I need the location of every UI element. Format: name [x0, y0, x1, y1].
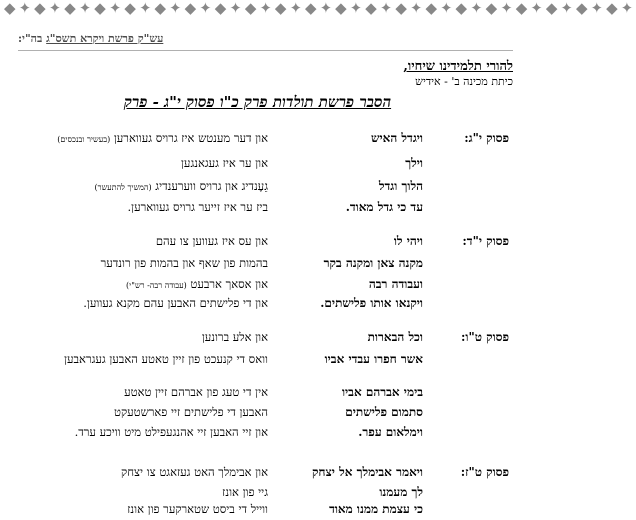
header-divider — [18, 50, 513, 51]
hebrew-phrase: וימלאום עפר. — [358, 425, 423, 439]
yiddish-translation: און אסאך ארבעט (עבודה רבה- רש"י) — [126, 277, 268, 291]
translation-note: (בעשיר ובנכסים) — [57, 135, 111, 144]
header-prefix: בה"י: — [18, 32, 43, 45]
yiddish-translation: ביז ער איז זייער גרויס געווארען. — [127, 200, 268, 214]
verse-row — [0, 179, 533, 197]
verse-row — [0, 485, 533, 503]
yiddish-translation: גֵעֶנדיג און גרויס ווערענדיג (המשיך להתעשר) — [94, 179, 268, 193]
yiddish-translation: און אבימלך האט געזאגט צו יצחק — [121, 465, 268, 479]
yiddish-translation: אין די טעג פון אברהם זיין טאטע — [124, 385, 268, 399]
verse-label: פסוק י"ג: — [464, 131, 509, 145]
verse-row — [0, 277, 533, 295]
page-title: הסבר פרשת תולדות פרק כ"ו פסוק י"ג - פרק — [123, 93, 392, 111]
hebrew-phrase: מקנה צאן ומקנה בקר — [323, 256, 423, 270]
hebrew-phrase: ויאמר אבימלך אל יצחק — [312, 465, 423, 479]
yiddish-translation: גיי פון אונז — [222, 485, 268, 499]
class-subline: כיתת מכינה ב' - אידיש — [415, 75, 513, 88]
hebrew-phrase: אשר חפרו עבדי אביו — [324, 352, 423, 366]
verse-row — [0, 156, 533, 174]
hebrew-phrase: ויגדל האיש — [371, 131, 423, 145]
hebrew-phrase: הלוך וגדל — [378, 179, 423, 193]
verse-row — [0, 330, 533, 348]
hebrew-phrase: וילך — [405, 156, 423, 170]
header-reference — [18, 32, 418, 45]
yiddish-translation: וואס די קנעכט פון זיין טאטע האבען געגראבען — [64, 352, 268, 366]
dedication: להורי תלמידינו שיחיו, — [403, 59, 513, 74]
yiddish-translation: און אלע ברונען — [201, 330, 268, 344]
verse-label: פסוק י"ד: — [462, 234, 509, 248]
verse-row — [0, 465, 533, 483]
decorative-border: ◆✦◆✦◆✦◆✦◆✦◆✦◆✦◆✦◆✦◆✦◆✦◆✦◆✦◆✦◆✦◆✦◆✦◆✦◆✦◆✦◆✦ — [4, 0, 636, 17]
yiddish-translation: און דער מענטש איז גרויס געווארען (בעשיר ובנכסים) — [57, 131, 268, 145]
verse-row — [0, 352, 533, 370]
translation-note: (עבודה רבה- רש"י) — [126, 281, 187, 290]
verse-row — [0, 502, 533, 520]
yiddish-translation: און די פלישתים האבען עהם מקנא געווען. — [83, 296, 268, 310]
hebrew-phrase: לך מעמנו — [379, 485, 423, 499]
verse-row — [0, 385, 533, 403]
yiddish-translation: בהמות פון שאף און בהמות פון רונדער — [100, 256, 268, 270]
yiddish-translation: און ער איז געגאנגען — [181, 156, 268, 170]
verse-row — [0, 425, 533, 443]
verse-row — [0, 200, 533, 218]
parsha-link[interactable]: עש"ק פרשת ויקרא תשס"ג — [46, 32, 164, 45]
verse-label: פסוק ט"ז: — [460, 465, 509, 479]
verse-row — [0, 234, 533, 252]
hebrew-phrase: ועבודה רבה — [368, 277, 423, 291]
yiddish-translation: און עס איז געווען צו עהם — [155, 234, 268, 248]
hebrew-phrase: סתמום פלישתים — [345, 405, 423, 419]
yiddish-translation: האבען די פלישתים זיי פארשטעקט — [114, 405, 268, 419]
verse-row — [0, 405, 533, 423]
hebrew-phrase: ויהי לו — [393, 234, 423, 248]
verse-label: פסוק ט"ו: — [460, 330, 509, 344]
verse-row — [0, 131, 533, 149]
hebrew-phrase: ויקנאו אותו פלישתים. — [320, 296, 423, 310]
hebrew-phrase: וכל הבארות — [367, 330, 423, 344]
hebrew-phrase: בימי אברהם אביו — [341, 385, 423, 399]
hebrew-phrase: עד כי גדל מאוד. — [345, 200, 423, 214]
translation-note: (המשיך להתעשר) — [94, 183, 152, 192]
yiddish-translation: און זיי האבען זיי אהנגעפילט מיט וויכע ערד. — [74, 425, 268, 439]
verse-row — [0, 296, 533, 314]
hebrew-phrase: כי עצמת ממנו מאוד — [329, 502, 423, 516]
yiddish-translation: ווייל די ביסט שטארקער פון אונז — [127, 502, 268, 516]
verse-row — [0, 256, 533, 274]
